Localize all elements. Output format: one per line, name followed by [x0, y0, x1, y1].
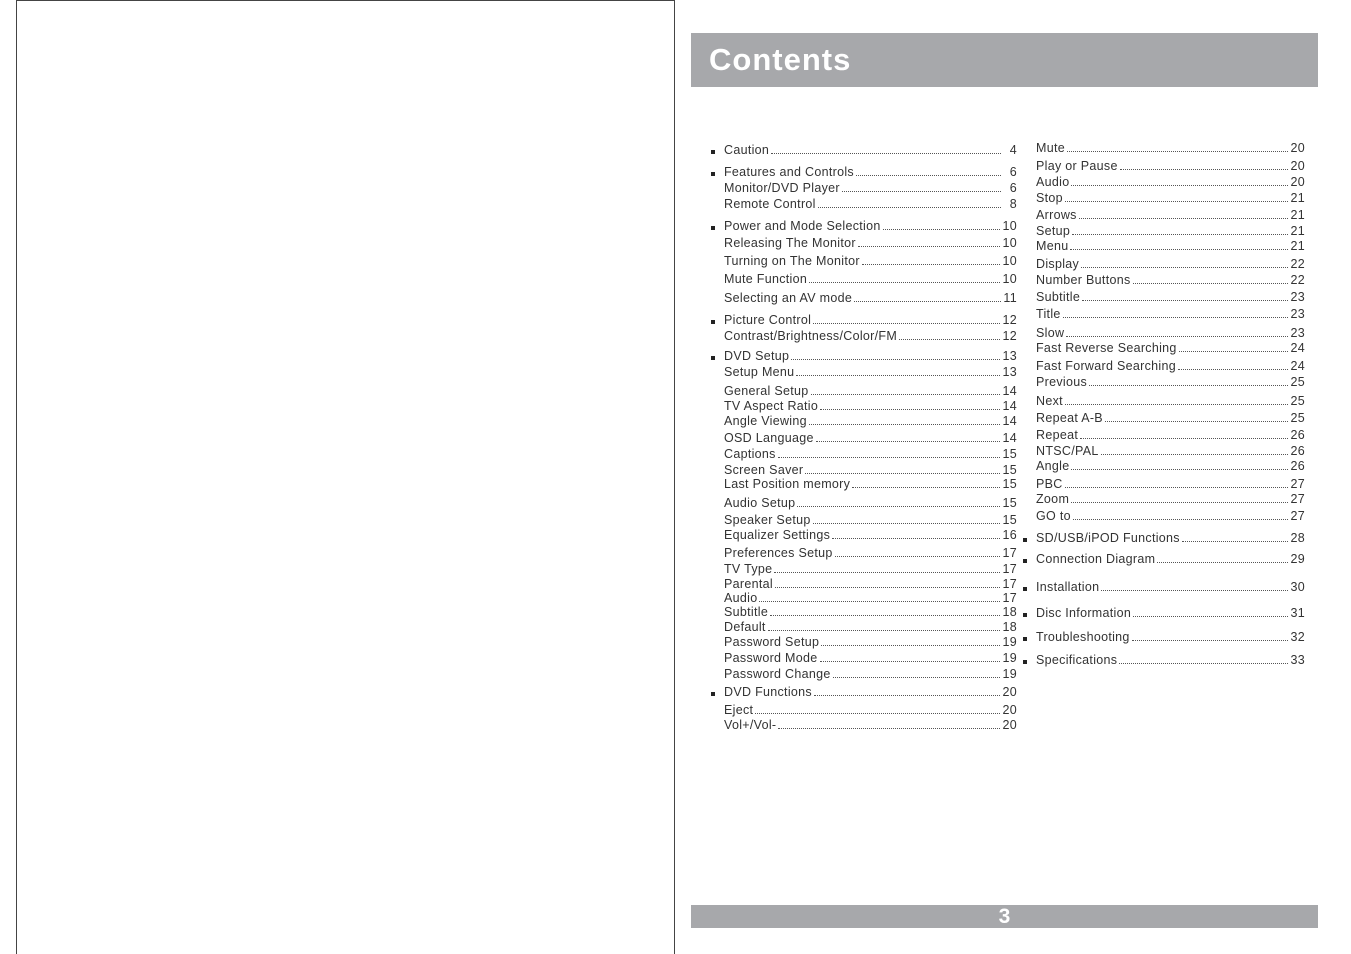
toc-entry-label: Turning on The Monitor — [724, 254, 860, 268]
toc-entry-page: 20 — [1290, 175, 1305, 189]
toc-entry-page: 23 — [1290, 326, 1305, 340]
toc-entry — [707, 513, 1017, 527]
toc-entry-page: 14 — [1002, 414, 1017, 428]
toc-entry-page: 10 — [1002, 236, 1017, 250]
toc-entry — [1019, 175, 1305, 189]
dot-leader — [820, 660, 1001, 662]
bullet-icon — [711, 226, 715, 230]
toc-entry-page: 13 — [1002, 349, 1017, 363]
toc-entry — [707, 620, 1017, 634]
toc-entry — [707, 313, 1017, 327]
toc-entry-label: DVD Setup — [724, 349, 790, 363]
toc-entry-label: Selecting an AV mode — [724, 291, 853, 305]
toc-entry-page: 26 — [1290, 444, 1305, 458]
bullet-icon — [1023, 559, 1027, 563]
toc-entry — [707, 254, 1017, 268]
dot-leader — [778, 456, 1001, 458]
toc-entry-page: 16 — [1002, 528, 1017, 542]
bullet-icon — [1023, 637, 1027, 641]
dot-leader — [796, 374, 1000, 376]
toc-entry-page: 17 — [1002, 546, 1017, 560]
dot-leader — [768, 629, 1001, 631]
toc-entry-label: Mute Function — [724, 272, 808, 286]
toc-entry — [1019, 606, 1305, 620]
toc-entry-page: 15 — [1002, 477, 1017, 491]
toc-entry — [1019, 411, 1305, 425]
toc-entry-label: Vol+/Vol- — [724, 718, 777, 732]
toc-entry-page: 24 — [1290, 341, 1305, 355]
toc-entry-label: Angle Viewing — [724, 414, 807, 428]
dot-leader — [833, 676, 1001, 678]
toc-entry-label: Password Setup — [724, 635, 820, 649]
dot-leader — [1065, 200, 1289, 202]
toc-entry — [707, 197, 1017, 211]
dot-leader — [771, 152, 1001, 154]
toc-entry-page: 22 — [1290, 257, 1305, 271]
toc-entry — [707, 477, 1017, 491]
toc-entry-page: 21 — [1290, 208, 1305, 222]
toc-entry-page: 15 — [1002, 513, 1017, 527]
dot-leader — [1178, 368, 1288, 370]
toc-entry-page: 29 — [1290, 552, 1305, 566]
toc-entry — [707, 651, 1017, 665]
toc-entry — [707, 329, 1017, 343]
toc-entry-label: Audio Setup — [724, 496, 796, 510]
dot-leader — [1070, 248, 1288, 250]
toc-entry-page: 11 — [1003, 291, 1017, 305]
toc-entry-label: SD/USB/iPOD Functions — [1036, 531, 1180, 545]
toc-entry-label: Menu — [1036, 239, 1069, 253]
bullet-icon — [711, 320, 715, 324]
dot-leader — [1101, 453, 1289, 455]
toc-entry-label: Zoom — [1036, 492, 1070, 506]
dot-leader — [852, 486, 1000, 488]
dot-leader — [1081, 266, 1288, 268]
toc-entry-page: 8 — [1009, 197, 1017, 211]
page-title: Contents — [709, 42, 852, 77]
dot-leader — [1089, 384, 1288, 386]
toc-entry-label: Setup — [1036, 224, 1071, 238]
toc-entry-page: 17 — [1002, 577, 1017, 591]
dot-leader — [816, 440, 1001, 442]
toc-entry-page: 10 — [1002, 219, 1017, 233]
toc-entry — [707, 635, 1017, 649]
toc-entry-page: 26 — [1290, 459, 1305, 473]
toc-entry-page: 10 — [1002, 254, 1017, 268]
bullet-icon — [1023, 587, 1027, 591]
toc-entry-label: Previous — [1036, 375, 1088, 389]
toc-entry — [707, 219, 1017, 233]
toc-entry — [707, 384, 1017, 398]
toc-entry-label: TV Aspect Ratio — [724, 399, 819, 413]
dot-leader — [1120, 168, 1289, 170]
toc-entry — [707, 165, 1017, 179]
toc-entry-page: 10 — [1002, 272, 1017, 286]
toc-entry — [707, 349, 1017, 363]
toc-entry — [707, 605, 1017, 619]
dot-leader — [1101, 589, 1288, 591]
toc-entry — [1019, 459, 1305, 473]
dot-leader — [809, 281, 1000, 283]
toc-entry-label: Eject — [724, 703, 754, 717]
toc-entry — [707, 236, 1017, 250]
toc-entry-page: 18 — [1002, 620, 1017, 634]
toc-entry-label: Equalizer Settings — [724, 528, 831, 542]
toc-entry-page: 21 — [1290, 191, 1305, 205]
toc-entry-page: 17 — [1002, 591, 1017, 605]
dot-leader — [805, 472, 1000, 474]
toc-entry-label: Fast Forward Searching — [1036, 359, 1176, 373]
toc-entry-page: 20 — [1002, 703, 1017, 717]
dot-leader — [1072, 233, 1288, 235]
toc-entry-label: Password Mode — [724, 651, 818, 665]
toc-entry-label: PBC — [1036, 477, 1063, 491]
dot-leader — [1182, 540, 1289, 542]
toc-entry — [707, 546, 1017, 560]
toc-entry-label: Parental — [724, 577, 773, 591]
toc-entry-page: 14 — [1002, 384, 1017, 398]
page-number: 3 — [998, 905, 1011, 928]
toc-entry — [707, 181, 1017, 195]
toc-entry — [1019, 492, 1305, 506]
toc-entry-label: TV Type — [724, 562, 773, 576]
contents-header — [691, 33, 1318, 87]
dot-leader — [1179, 350, 1289, 352]
dot-leader — [1079, 217, 1289, 219]
toc-entry — [1019, 273, 1305, 287]
toc-entry-page: 31 — [1290, 606, 1305, 620]
toc-entry — [707, 685, 1017, 699]
toc-entry-label: Troubleshooting — [1036, 630, 1130, 644]
bullet-icon — [711, 356, 715, 360]
toc-entry — [1019, 141, 1305, 155]
dot-leader — [797, 505, 1000, 507]
toc-entry-page: 6 — [1009, 165, 1017, 179]
toc-entry-label: Connection Diagram — [1036, 552, 1156, 566]
toc-entry-page: 15 — [1002, 463, 1017, 477]
toc-entry — [707, 496, 1017, 510]
dot-leader — [1067, 150, 1288, 152]
toc-entry — [1019, 208, 1305, 222]
bullet-icon — [1023, 613, 1027, 617]
bullet-icon — [1023, 660, 1027, 664]
toc-entry-label: Last Position memory — [724, 477, 851, 491]
toc-entry — [707, 291, 1017, 305]
toc-entry-page: 20 — [1290, 159, 1305, 173]
toc-entry-label: Stop — [1036, 191, 1063, 205]
toc-entry-label: GO to — [1036, 509, 1071, 523]
toc-entry-page: 17 — [1002, 562, 1017, 576]
toc-entry — [707, 431, 1017, 445]
toc-entry-label: Angle — [1036, 459, 1070, 473]
toc-entry-page: 19 — [1002, 651, 1017, 665]
toc-entry — [707, 447, 1017, 461]
dot-leader — [814, 694, 1001, 696]
dot-leader — [1071, 501, 1288, 503]
toc-entry-page: 15 — [1002, 496, 1017, 510]
toc-entry-label: Arrows — [1036, 208, 1077, 222]
dot-leader — [759, 600, 1000, 602]
dot-leader — [832, 537, 1000, 539]
dot-leader — [1063, 316, 1289, 318]
toc-entry — [1019, 552, 1305, 566]
dot-leader — [813, 322, 1000, 324]
bullet-icon — [1023, 538, 1027, 542]
toc-entry — [707, 667, 1017, 681]
toc-entry-page: 4 — [1009, 143, 1017, 157]
toc-entry-page: 12 — [1002, 313, 1017, 327]
toc-entry-label: Mute — [1036, 141, 1065, 155]
toc-entry-label: Audio — [1036, 175, 1070, 189]
toc-entry-label: Repeat A-B — [1036, 411, 1103, 425]
toc-entry — [1019, 531, 1305, 545]
toc-entry-label: Subtitle — [1036, 290, 1081, 304]
toc-entry-label: Installation — [1036, 580, 1100, 594]
toc-entry-page: 23 — [1290, 307, 1305, 321]
dot-leader — [778, 727, 1000, 729]
toc-entry — [1019, 224, 1305, 238]
toc-entry — [707, 577, 1017, 591]
toc-entry-label: Password Change — [724, 667, 831, 681]
toc-entry-label: Slow — [1036, 326, 1065, 340]
toc-entry-label: Default — [724, 620, 766, 634]
page-footer — [691, 905, 1318, 928]
bullet-icon — [711, 692, 715, 696]
toc-entry-page: 24 — [1290, 359, 1305, 373]
toc-entry — [1019, 341, 1305, 355]
toc-entry-label: Audio — [724, 591, 758, 605]
dot-leader — [1071, 184, 1288, 186]
toc-entry-label: Speaker Setup — [724, 513, 811, 527]
dot-leader — [809, 423, 1001, 425]
dot-leader — [1065, 486, 1289, 488]
toc-entry-label: General Setup — [724, 384, 809, 398]
toc-entry-page: 28 — [1290, 531, 1305, 545]
toc-entry — [707, 399, 1017, 413]
dot-leader — [1119, 662, 1288, 664]
toc-entry-page: 23 — [1290, 290, 1305, 304]
dot-leader — [858, 245, 1001, 247]
toc-entry — [1019, 359, 1305, 373]
dot-leader — [1105, 420, 1289, 422]
toc-entry-page: 27 — [1290, 477, 1305, 491]
dot-leader — [842, 190, 1001, 192]
toc-entry-page: 19 — [1002, 667, 1017, 681]
toc-entry — [707, 414, 1017, 428]
toc-entry-page: 18 — [1002, 605, 1017, 619]
toc-entry-page: 21 — [1290, 239, 1305, 253]
toc-entry — [1019, 653, 1305, 667]
toc-entry-label: Contrast/Brightness/Color/FM — [724, 329, 898, 343]
dot-leader — [770, 614, 1000, 616]
toc-entry — [1019, 290, 1305, 304]
toc-entry-label: Number Buttons — [1036, 273, 1131, 287]
toc-entry — [1019, 580, 1305, 594]
toc-entry-page: 21 — [1290, 224, 1305, 238]
toc-entry — [1019, 159, 1305, 173]
toc-entry — [1019, 191, 1305, 205]
dot-leader — [1065, 403, 1289, 405]
dot-leader — [821, 644, 1000, 646]
dot-leader — [1080, 437, 1288, 439]
toc-entry-label: Power and Mode Selection — [724, 219, 881, 233]
toc-entry-label: Play or Pause — [1036, 159, 1118, 173]
dot-leader — [1082, 299, 1288, 301]
dot-leader — [818, 206, 1001, 208]
toc-entry — [707, 272, 1017, 286]
dot-leader — [1066, 335, 1288, 337]
toc-entry-label: Captions — [724, 447, 776, 461]
toc-entry-page: 6 — [1009, 181, 1017, 195]
toc-entry-page: 13 — [1002, 365, 1017, 379]
dot-leader — [883, 228, 1001, 230]
dot-leader — [1157, 561, 1288, 563]
toc-entry — [707, 528, 1017, 542]
toc-entry — [1019, 375, 1305, 389]
toc-entry-label: Title — [1036, 307, 1061, 321]
toc-entry-page: 12 — [1002, 329, 1017, 343]
dot-leader — [1133, 615, 1288, 617]
dot-leader — [813, 522, 1001, 524]
dot-leader — [755, 712, 1000, 714]
toc-entry-label: DVD Functions — [724, 685, 812, 699]
blank-left-page — [16, 0, 675, 954]
toc-entry-page: 14 — [1002, 399, 1017, 413]
dot-leader — [1132, 639, 1289, 641]
toc-entry-page: 20 — [1002, 718, 1017, 732]
dot-leader — [1071, 468, 1288, 470]
toc-entry-label: Caution — [724, 143, 770, 157]
toc-entry-label: Features and Controls — [724, 165, 854, 179]
toc-entry-label: Monitor/DVD Player — [724, 181, 840, 195]
dot-leader — [862, 263, 1001, 265]
toc-entry-page: 25 — [1290, 411, 1305, 425]
toc-entry-label: Next — [1036, 394, 1063, 408]
toc-entry — [1019, 630, 1305, 644]
dot-leader — [854, 300, 1001, 302]
toc-entry-page: 27 — [1290, 509, 1305, 523]
toc-entry-page: 26 — [1290, 428, 1305, 442]
bullet-icon — [711, 172, 715, 176]
toc-entry-label: NTSC/PAL — [1036, 444, 1099, 458]
bullet-icon — [711, 150, 715, 154]
toc-entry — [1019, 257, 1305, 271]
dot-leader — [791, 358, 1000, 360]
toc-entry-label: Screen Saver — [724, 463, 804, 477]
dot-leader — [775, 586, 1001, 588]
toc-entry — [1019, 509, 1305, 523]
toc-entry-label: Subtitle — [724, 605, 769, 619]
toc-entry-label: OSD Language — [724, 431, 814, 445]
dot-leader — [774, 571, 1000, 573]
toc-entry-label: Disc Information — [1036, 606, 1132, 620]
dot-leader — [856, 174, 1001, 176]
toc-entry — [707, 591, 1017, 605]
toc-entry — [1019, 444, 1305, 458]
toc-entry-page: 20 — [1290, 141, 1305, 155]
toc-entry-label: Display — [1036, 257, 1080, 271]
dot-leader — [811, 393, 1001, 395]
toc-entry-page: 15 — [1002, 447, 1017, 461]
toc-entry — [1019, 428, 1305, 442]
dot-leader — [1073, 518, 1289, 520]
toc-entry-label: Remote Control — [724, 197, 816, 211]
toc-entry-label: Specifications — [1036, 653, 1118, 667]
toc-entry-page: 20 — [1002, 685, 1017, 699]
toc-entry-page: 32 — [1290, 630, 1305, 644]
toc-entry — [1019, 307, 1305, 321]
toc-entry-page: 22 — [1290, 273, 1305, 287]
toc-entry-page: 27 — [1290, 492, 1305, 506]
toc-entry-label: Fast Reverse Searching — [1036, 341, 1177, 355]
toc-entry-label: Preferences Setup — [724, 546, 833, 560]
toc-entry — [707, 463, 1017, 477]
toc-entry-label: Releasing The Monitor — [724, 236, 856, 250]
toc-entry — [707, 718, 1017, 732]
toc-entry — [707, 143, 1017, 157]
dot-leader — [899, 338, 1000, 340]
toc-entry — [1019, 394, 1305, 408]
toc-entry-label: Setup Menu — [724, 365, 795, 379]
dot-leader — [835, 555, 1001, 557]
toc-entry-page: 14 — [1002, 431, 1017, 445]
toc-entry-page: 25 — [1290, 375, 1305, 389]
toc-entry — [707, 365, 1017, 379]
toc-entry — [1019, 239, 1305, 253]
toc-entry-label: Picture Control — [724, 313, 812, 327]
toc-entry-label: Repeat — [1036, 428, 1079, 442]
toc-entry-page: 33 — [1290, 653, 1305, 667]
toc-entry — [1019, 326, 1305, 340]
dot-leader — [820, 408, 1000, 410]
toc-entry — [707, 703, 1017, 717]
toc-entry-page: 30 — [1290, 580, 1305, 594]
toc-entry — [1019, 477, 1305, 491]
toc-entry-page: 19 — [1002, 635, 1017, 649]
toc-entry-page: 25 — [1290, 394, 1305, 408]
toc-entry — [707, 562, 1017, 576]
dot-leader — [1133, 282, 1289, 284]
